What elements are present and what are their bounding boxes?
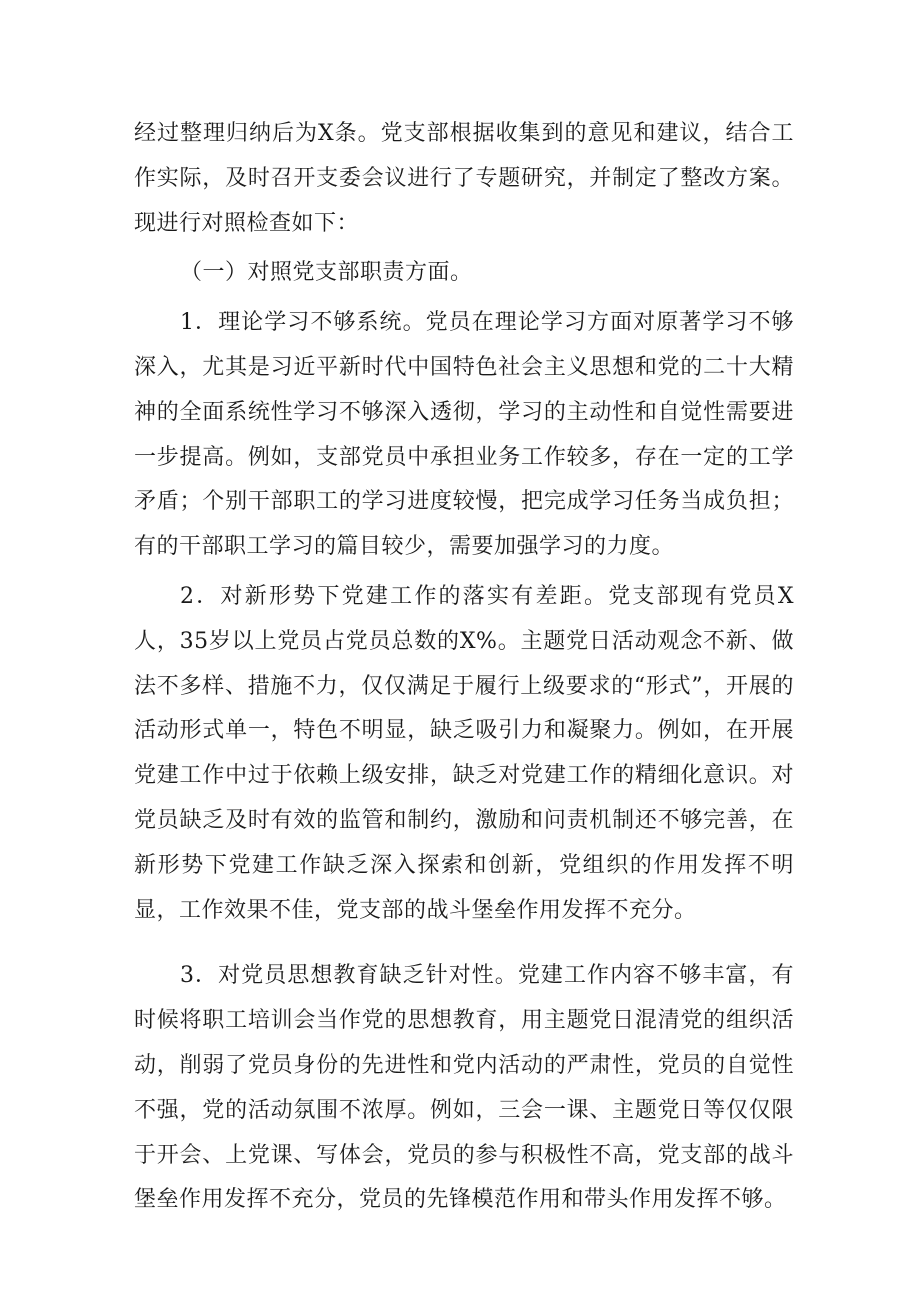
intro-paragraph: 经过整理归纳后为X条。党支部根据收集到的意见和建议，结合工作实际，及时召开支委会议进行了专题研究，并制定了整改方案。现进行对照检查如下： [134,121,794,236]
item-paragraph-3: 3．对党员思想教育缺乏针对性。党建工作内容不够丰富，有时候将职工培训会当作党的思想教育，用主题党日混清党的组织活动，削弱了党员身份的先进性和党内活动的严肃性，党员的自觉性不强，党的活动氛围不浓厚。例如，三会一课、主题党日等仅仅限于开会、上党课、写体会，党员的参与积极性不高，党支部的战斗堡垒作用发挥不充分，党员的先锋模范作用和带头作用发挥不够。 [134,963,794,1213]
item-paragraph-2: 2．对新形势下党建工作的落实有差距。党支部现有党员X人，35岁以上党员占党员总数的X%。主题党日活动观念不新、做法不多样、措施不力，仅仅满足于履行上级要求的“形式”，开展的活动形式单一，特色不明显，缺乏吸引力和凝聚力。例如，在开展党建工作中过于依赖上级安排，缺乏对党建工作的精细化意识。对党员缺乏及时有效的监管和制约，激励和问责机制还不够完善，在新形势下党建工作缺乏深入探索和创新，党组织的作用发挥不明显，工作效果不佳，党支部的战斗堡垒作用发挥不充分。 [134,583,794,923]
section-heading: （一）对照党支部职责方面。 [180,260,473,286]
document-body [134,112,794,1223]
item-paragraph-1: 1．理论学习不够系统。党员在理论学习方面对原著学习不够深入，尤其是习近平新时代中国特色社会主义思想和党的二十大精神的全面系统性学习不够深入透彻，学习的主动性和自觉性需要进一步提高。例如，支部党员中承担业务工作较多，存在一定的工学矛盾；个别干部职工的学习进度较慢，把完成学习任务当成负担；有的干部职工学习的篇目较少，需要加强学习的力度。 [134,310,794,560]
